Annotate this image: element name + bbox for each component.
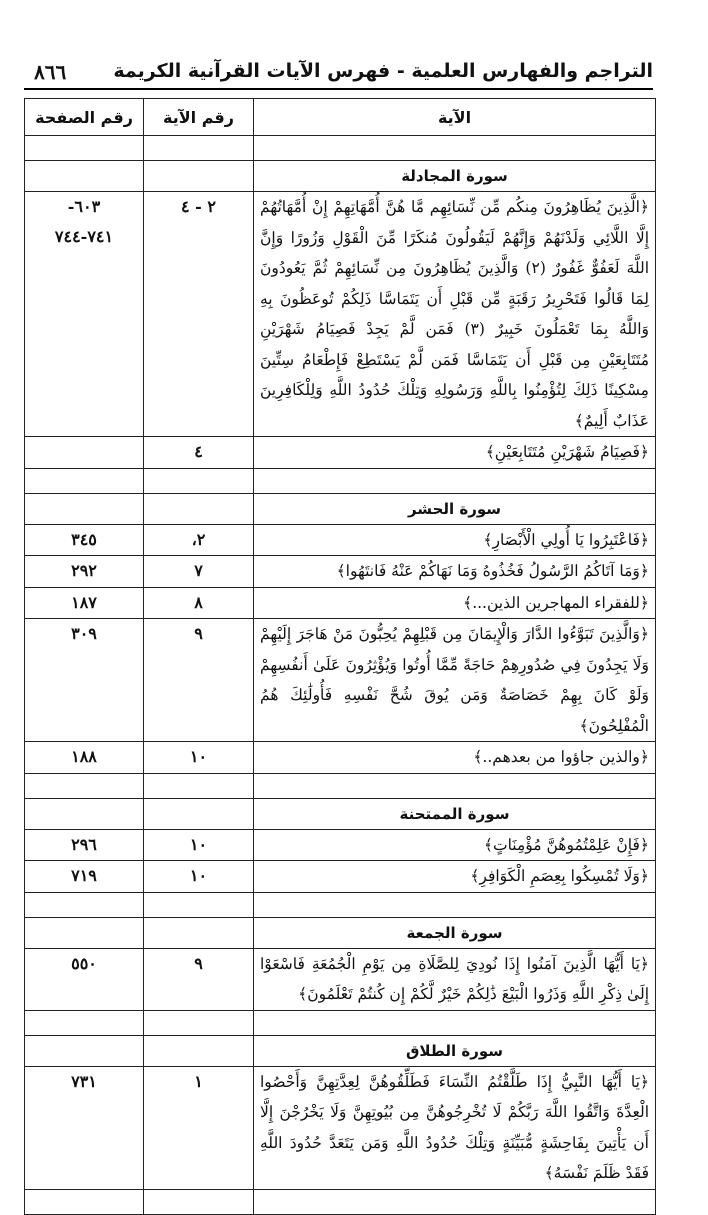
spacer-row: [25, 468, 656, 493]
table-header-row: [25, 99, 656, 136]
page-reference: ٧١٩: [71, 866, 97, 885]
verse-row: [25, 192, 656, 437]
empty-cell: [254, 1010, 656, 1035]
empty-cell: [144, 1189, 254, 1214]
empty-cell: [144, 892, 254, 917]
empty-cell: [25, 161, 144, 192]
spacer-row: [25, 892, 656, 917]
empty-cell: [25, 773, 144, 798]
empty-cell: [144, 136, 254, 161]
page-reference: ٧٤١-٧٤٤: [54, 227, 114, 246]
empty-cell: [254, 1189, 656, 1214]
verse-index-table: [24, 98, 656, 1215]
ayah-number: ١٠: [144, 742, 254, 774]
table-body: [25, 136, 656, 1215]
empty-cell: [144, 917, 254, 948]
verse-text: ﴿وَمَا آتَاكُمُ الرَّسُولُ فَخُذُوهُ وَمَا نَهَاكُمْ عَنْهُ فَانتَهُوا﴾: [254, 556, 656, 588]
page-reference: ٣٠٩: [71, 624, 97, 643]
page-reference: ٣٤٥: [71, 529, 97, 549]
verse-row: [25, 587, 656, 619]
ayah-number: ٧: [144, 556, 254, 588]
empty-cell: [25, 1189, 144, 1214]
header-rule: [24, 88, 653, 90]
ayah-number: ٩: [144, 619, 254, 742]
empty-cell: [144, 493, 254, 524]
verse-row: [25, 742, 656, 774]
empty-cell: [254, 136, 656, 161]
ayah-number: ١٠: [144, 861, 254, 893]
ayah-number: ١: [144, 1066, 254, 1189]
surah-name: سورة الجمعة: [254, 917, 656, 948]
verse-text: ﴿يَا أَيُّهَا النَّبِيُّ إِذَا طَلَّقْتُمُ النِّسَاءَ فَطَلِّقُوهُنَّ لِعِدَّتِهِنَّ وَأَحْصُوا الْعِدَّةَ وَاتَّقُوا اللَّهَ رَبَّكُمْ لَا تُخْرِجُوهُنَّ مِن بُيُوتِهِنَّ وَلَا يَخْرُجْنَ إِلَّا أَن يَأْتِينَ بِفَاحِشَةٍ مُّبَيِّنَةٍ وَتِلْكَ حُدُودُ اللَّهِ وَمَن يَتَعَدَّ حُدُودَ اللَّهِ فَقَدْ ظَلَمَ نَفْسَهُ﴾: [254, 1066, 656, 1189]
verse-text: ﴿وَالَّذِينَ تَبَوَّءُوا الدَّارَ وَالْإِيمَانَ مِن قَبْلِهِمْ يُحِبُّونَ مَنْ هَاجَرَ إِلَيْهِمْ وَلَا يَجِدُونَ فِي صُدُورِهِمْ حَاجَةً مِّمَّا أُوتُوا وَيُؤْثِرُونَ عَلَىٰ أَنفُسِهِمْ وَلَوْ كَانَ بِهِمْ خَصَاصَةٌ وَمَن يُوقَ شُحَّ نَفْسِهِ فَأُولَٰئِكَ هُمُ الْمُفْلِحُونَ﴾: [254, 619, 656, 742]
page-number-cell: [25, 742, 144, 774]
page-number-cell: [25, 861, 144, 893]
empty-cell: [25, 468, 144, 493]
ayah-number: ٢،: [144, 524, 254, 556]
empty-cell: [254, 468, 656, 493]
column-header-ayah-number: رقم الآية: [144, 99, 254, 136]
spacer-row: [25, 1189, 656, 1214]
verse-text: ﴿يَا أَيُّهَا الَّذِينَ آمَنُوا إِذَا نُودِيَ لِلصَّلَاةِ مِن يَوْمِ الْجُمُعَةِ فَاسْعَوْا إِلَىٰ ذِكْرِ اللَّهِ وَذَرُوا الْبَيْعَ ذَٰلِكُمْ خَيْرٌ لَّكُمْ إِن كُنتُمْ تَعْلَمُونَ﴾: [254, 948, 656, 1010]
page-reference: ٧٣١: [71, 1071, 97, 1091]
page-number-cell: [25, 556, 144, 588]
verse-text: ﴿فَإِنْ عَلِمْتُمُوهُنَّ مُؤْمِنَاتٍ﴾: [254, 829, 656, 861]
empty-cell: [254, 773, 656, 798]
surah-heading-row: [25, 493, 656, 524]
empty-cell: [25, 136, 144, 161]
empty-cell: [144, 468, 254, 493]
surah-heading-row: [25, 917, 656, 948]
page-number-cell: [25, 619, 144, 742]
ayah-number: ٤: [144, 437, 254, 469]
page-number-cell: [25, 1066, 144, 1189]
page-number-cell: [25, 192, 144, 437]
page-number-cell: [25, 437, 144, 469]
verse-text: ﴿فَاعْتَبِرُوا يَا أُولِي الْأَبْصَارِ﴾: [254, 524, 656, 556]
empty-cell: [144, 798, 254, 829]
page-number-cell: [25, 587, 144, 619]
empty-cell: [144, 1035, 254, 1066]
spacer-row: [25, 136, 656, 161]
ayah-number: ٢ - ٤: [144, 192, 254, 437]
empty-cell: [144, 161, 254, 192]
surah-heading-row: [25, 1035, 656, 1066]
spacer-row: [25, 773, 656, 798]
verse-text: ﴿والذين جاؤوا من بعدهم..﴾: [254, 742, 656, 774]
page-number-cell: [25, 524, 144, 556]
surah-heading-row: [25, 798, 656, 829]
column-header-page-number: رقم الصفحة: [25, 99, 144, 136]
empty-cell: [25, 1010, 144, 1035]
verse-row: [25, 619, 656, 742]
surah-name: سورة الحشر: [254, 493, 656, 524]
page-number: ٨٦٦: [34, 60, 67, 84]
page-reference: ٥٥٠: [71, 953, 97, 973]
verse-row: [25, 829, 656, 861]
verse-row: [25, 1066, 656, 1189]
verse-text: ﴿وَلَا تُمْسِكُوا بِعِصَمِ الْكَوَافِرِ﴾: [254, 861, 656, 893]
empty-cell: [25, 1035, 144, 1066]
surah-name: سورة الممتحنة: [254, 798, 656, 829]
page-reference: ١٨٧: [71, 592, 97, 612]
page-reference: ٦٠٣-: [67, 197, 101, 216]
verse-text: ﴿فَصِيَامُ شَهْرَيْنِ مُتَتَابِعَيْنِ﴾: [254, 437, 656, 469]
verse-row: [25, 861, 656, 893]
column-header-verse: الآية: [254, 99, 656, 136]
verse-text: ﴿الَّذِينَ يُظَاهِرُونَ مِنكُم مِّن نِّسَائِهِم مَّا هُنَّ أُمَّهَاتِهِمْ إِنْ أُمَّهَاتُهُمْ إِلَّا اللَّائِي وَلَدْنَهُمْ وَإِنَّهُمْ لَيَقُولُونَ مُنكَرًا مِّنَ الْقَوْلِ وَزُورًا وَإِنَّ اللَّهَ لَعَفُوٌّ غَفُورٌ (٢) وَالَّذِينَ يُظَاهِرُونَ مِن نِّسَائِهِمْ ثُمَّ يَعُودُونَ لِمَا قَالُوا فَتَحْرِيرُ رَقَبَةٍ مِّن قَبْلِ أَن يَتَمَاسَّا ذَلِكُمْ تُوعَظُونَ بِهِ وَاللَّهُ بِمَا تَعْمَلُونَ خَبِيرٌ (٣) فَمَن لَّمْ يَجِدْ فَصِيَامُ شَهْرَيْنِ مُتَتَابِعَيْنِ مِن قَبْلِ أَن يَتَمَاسَّا فَمَن لَّمْ يَسْتَطِعْ فَإِطْعَامُ سِتِّينَ مِسْكِينًا ذَلِكَ لِتُؤْمِنُوا بِاللَّهِ وَرَسُولِهِ وَتِلْكَ حُدُودُ اللَّهِ وَلِلْكَافِرِينَ عَذَابٌ أَلِيمٌ﴾: [254, 192, 656, 437]
page-number-cell: [25, 948, 144, 1010]
spacer-row: [25, 1010, 656, 1035]
empty-cell: [254, 892, 656, 917]
page-reference: ١٨٨: [71, 747, 97, 766]
page-number-cell: [25, 829, 144, 861]
empty-cell: [144, 773, 254, 798]
empty-cell: [25, 917, 144, 948]
surah-heading-row: [25, 161, 656, 192]
running-title: التراجم والفهارس العلمية - فهرس الآيات القرآنية الكريمة: [113, 60, 653, 82]
ayah-number: ٨: [144, 587, 254, 619]
verse-row: [25, 556, 656, 588]
empty-cell: [25, 892, 144, 917]
surah-name: سورة الطلاق: [254, 1035, 656, 1066]
surah-name: سورة المجادلة: [254, 161, 656, 192]
ayah-number: ٩: [144, 948, 254, 1010]
verse-row: [25, 948, 656, 1010]
verse-text: ﴿للفقراء المهاجرين الذين...﴾: [254, 587, 656, 619]
verse-row: [25, 524, 656, 556]
verse-row: [25, 437, 656, 469]
empty-cell: [144, 1010, 254, 1035]
page-reference: ٢٩٢: [71, 561, 97, 580]
ayah-number: ١٠: [144, 829, 254, 861]
empty-cell: [25, 798, 144, 829]
page-header: [24, 58, 653, 90]
empty-cell: [25, 493, 144, 524]
page-reference: ٢٩٦: [71, 834, 97, 854]
